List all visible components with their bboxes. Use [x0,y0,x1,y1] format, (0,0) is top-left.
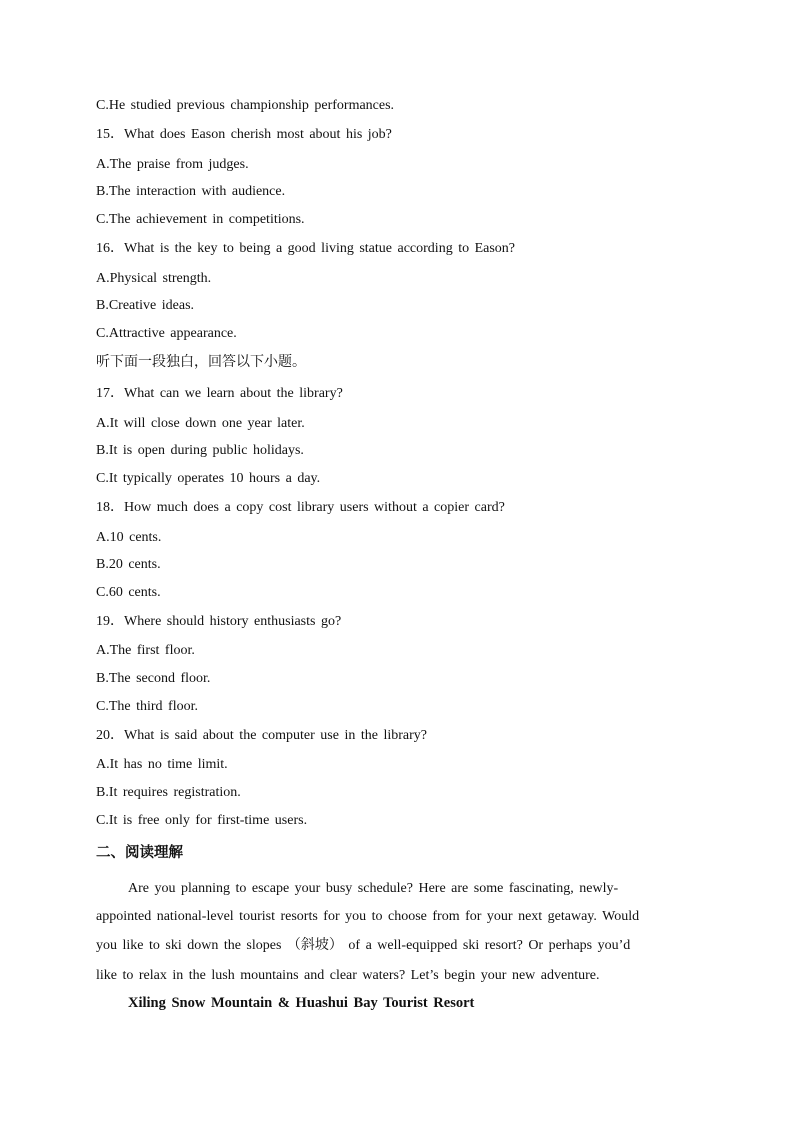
q18-option-b: B.20 cents. [96,557,161,572]
q20-option-c: C.It is free only for first-time users. [96,813,308,828]
q14-option-c: C.He studied previous championship performances. [96,98,395,113]
q19-option-c: C.The third floor. [96,699,198,714]
q20-option-b: B.It requires registration. [96,785,241,800]
q16-option-b: B.Creative ideas. [96,298,195,313]
monologue-instruction: 听下面一段独白，回答以下小题。 [96,354,306,370]
q17-option-b: B.It is open during public holidays. [96,443,304,458]
q17-stem: 17．What can we learn about the library? [96,386,343,401]
q18-option-c: C.60 cents. [96,585,161,600]
q15-option-b: B.The interaction with audience. [96,184,286,199]
reading-intro-line-1: Are you planning to escape your busy schedule? Here are some fascinating, newly- [128,881,619,896]
q15-option-c: C.The achievement in competitions. [96,212,305,227]
q20-stem: 20．What is said about the computer use in the library? [96,728,427,743]
q19-option-b: B.The second floor. [96,671,211,686]
q17-option-c: C.It typically operates 10 hours a day. [96,471,321,486]
q20-option-a: A.It has no time limit. [96,757,228,772]
q15-stem: 15．What does Eason cherish most about his job? [96,127,392,142]
q18-stem: 18．How much does a copy cost library users without a copier card? [96,500,505,515]
q15-option-a: A.The praise from judges. [96,157,249,172]
q16-stem: 16．What is the key to being a good living statue according to Eason? [96,241,516,256]
reading-section-title: 二、阅读理解 [96,845,183,861]
q16-option-a: A.Physical strength. [96,271,212,286]
q18-option-a: A.10 cents. [96,530,162,545]
q19-option-a: A.The first floor. [96,643,195,658]
q16-option-c: C.Attractive appearance. [96,326,237,341]
q17-option-a: A.It will close down one year later. [96,416,305,431]
resort-title: Xiling Snow Mountain & Huashui Bay Tourist Resort [128,995,475,1011]
reading-intro-line-4: like to relax in the lush mountains and clear waters? Let’s begin your new adventure. [96,968,600,983]
q19-stem: 19．Where should history enthusiasts go? [96,614,342,629]
reading-intro-line-2: appointed national-level tourist resorts for you to choose from for your next getaway. Would [96,909,640,924]
reading-intro-line-3: you like to ski down the slopes （斜坡） of a well-equipped ski resort? Or perhaps you’d [96,938,631,953]
